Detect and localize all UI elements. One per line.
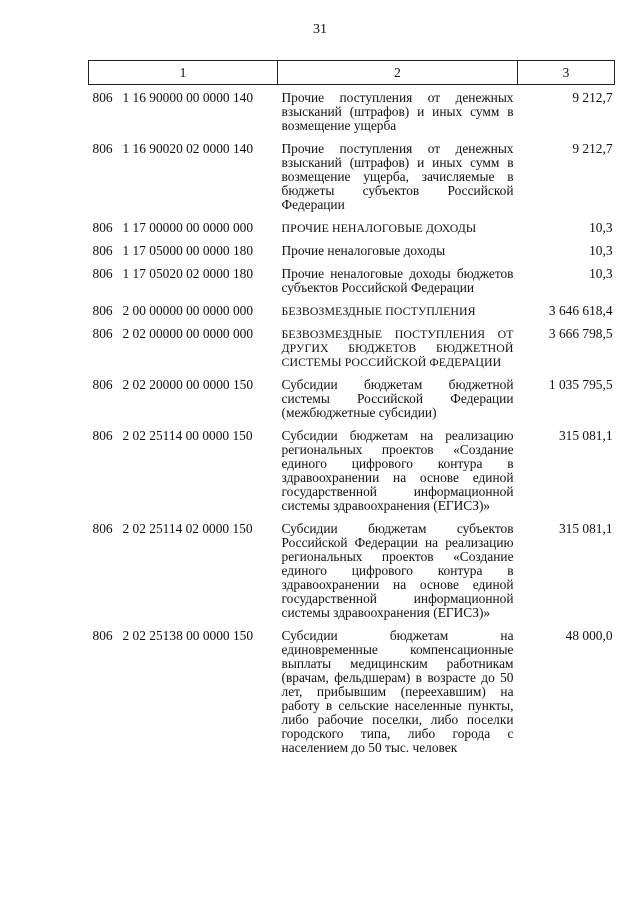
table-row bbox=[89, 429, 615, 522]
revenue-name-cell: Субсидии бюджетам субъектов Российской Федерации на реализацию региональных проектов «Создание единого цифрового контура в здравоохранении на основе единой государственной информационной системы здравоохранения (ЕГИСЗ)» bbox=[281, 521, 514, 620]
page-number: 31 bbox=[313, 22, 327, 37]
amount-cell: 10,3 bbox=[589, 266, 613, 281]
admin-code-cell: 806 bbox=[92, 90, 113, 105]
table-row bbox=[89, 629, 615, 764]
revenue-name-cell: Субсидии бюджетам на реализацию региональных проектов «Создание единого цифрового контура в здравоохранении на основе единой государственной информационной системы здравоохранения (ЕГИСЗ)» bbox=[281, 428, 514, 513]
admin-code-cell: 806 bbox=[92, 628, 113, 643]
table-row bbox=[89, 221, 615, 244]
table-row bbox=[89, 304, 615, 327]
amount-cell: 10,3 bbox=[589, 243, 613, 258]
admin-code-cell: 806 bbox=[92, 377, 113, 392]
header-col-1: 1 bbox=[89, 61, 278, 85]
amount-cell: 315 081,1 bbox=[558, 428, 613, 443]
table-row bbox=[89, 85, 615, 143]
revenue-name-cell: Прочие неналоговые доходы bbox=[281, 243, 446, 258]
table-row bbox=[89, 142, 615, 221]
amount-cell: 48 000,0 bbox=[565, 628, 613, 643]
amount-cell: 3 666 798,5 bbox=[548, 326, 613, 341]
budget-code-cell: 2 02 00000 00 0000 000 bbox=[122, 326, 254, 341]
admin-code-cell: 806 bbox=[92, 521, 113, 536]
budget-code-cell: 2 02 25114 02 0000 150 bbox=[122, 521, 253, 536]
admin-code-cell: 806 bbox=[92, 243, 113, 258]
revenue-name-cell: Прочие поступления от денежных взысканий (штрафов) и иных сумм в возмещение ущерба bbox=[281, 90, 514, 133]
admin-code-cell: 806 bbox=[92, 141, 113, 156]
budget-code-cell: 1 17 05020 02 0000 180 bbox=[122, 266, 254, 281]
revenue-name-cell: Субсидии бюджетам на единовременные компенсационные выплаты медицинским работникам (врачам, фельдшерам) в возрасте до 50 лет, прибывшим (переехавшим) на работу в сельские населенные пункты, либо рабочие поселки, либо поселки городского типа, либо города с населением до 50 тыс. человек bbox=[281, 628, 514, 755]
admin-code-cell: 806 bbox=[92, 428, 113, 443]
amount-cell: 10,3 bbox=[589, 220, 613, 235]
table-row bbox=[89, 378, 615, 429]
header-col-2: 2 bbox=[278, 61, 518, 85]
amount-cell: 9 212,7 bbox=[572, 90, 613, 105]
table-row bbox=[89, 522, 615, 629]
table-row bbox=[89, 327, 615, 378]
table-header-row bbox=[89, 61, 615, 85]
admin-code-cell: 806 bbox=[92, 303, 113, 318]
revenue-name-cell: БЕЗВОЗМЕЗДНЫЕ ПОСТУПЛЕНИЯ ОТ ДРУГИХ БЮДЖЕТОВ БЮДЖЕТНОЙ СИСТЕМЫ РОССИЙСКОЙ ФЕДЕРАЦИИ bbox=[281, 327, 514, 369]
table-row bbox=[89, 244, 615, 267]
admin-code-cell: 806 bbox=[92, 326, 113, 341]
amount-cell: 315 081,1 bbox=[558, 521, 613, 536]
budget-code-cell: 2 02 25138 00 0000 150 bbox=[122, 628, 254, 643]
budget-code-cell: 2 00 00000 00 0000 000 bbox=[122, 303, 254, 318]
revenue-name-cell: ПРОЧИЕ НЕНАЛОГОВЫЕ ДОХОДЫ bbox=[281, 221, 477, 235]
revenue-name-cell: Прочие поступления от денежных взысканий (штрафов) и иных сумм в возмещение ущерба, зачисляемые в бюджеты субъектов Российской Федерации bbox=[281, 141, 514, 212]
budget-code-cell: 1 17 05000 00 0000 180 bbox=[122, 243, 254, 258]
amount-cell: 1 035 795,5 bbox=[548, 377, 613, 392]
budget-code-cell: 1 16 90020 02 0000 140 bbox=[122, 141, 254, 156]
revenue-name-cell: БЕЗВОЗМЕЗДНЫЕ ПОСТУПЛЕНИЯ bbox=[281, 304, 476, 318]
budget-code-cell: 2 02 25114 00 0000 150 bbox=[122, 428, 253, 443]
revenue-name-cell: Субсидии бюджетам бюджетной системы Российской Федерации (межбюджетные субсидии) bbox=[281, 377, 514, 420]
budget-code-cell: 1 16 90000 00 0000 140 bbox=[122, 90, 254, 105]
amount-cell: 3 646 618,4 bbox=[548, 303, 613, 318]
admin-code-cell: 806 bbox=[92, 220, 113, 235]
revenue-name-cell: Прочие неналоговые доходы бюджетов субъектов Российской Федерации bbox=[281, 266, 514, 295]
revenue-table bbox=[88, 60, 615, 764]
table-row bbox=[89, 267, 615, 304]
budget-code-cell: 2 02 20000 00 0000 150 bbox=[122, 377, 254, 392]
header-col-3: 3 bbox=[518, 61, 615, 85]
admin-code-cell: 806 bbox=[92, 266, 113, 281]
budget-code-cell: 1 17 00000 00 0000 000 bbox=[122, 220, 254, 235]
amount-cell: 9 212,7 bbox=[572, 141, 613, 156]
